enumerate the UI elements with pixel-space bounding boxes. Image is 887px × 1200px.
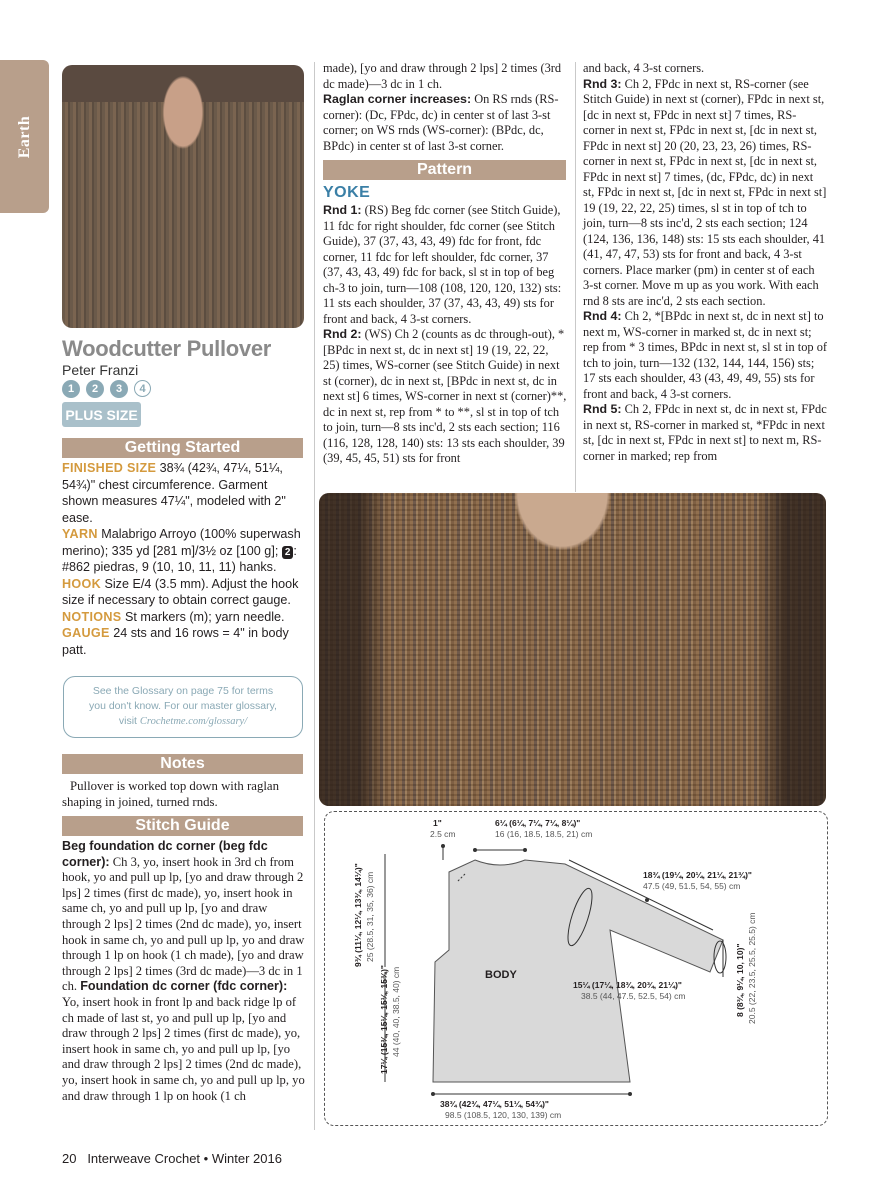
column-divider bbox=[314, 62, 315, 1130]
body-length-label: 17¼ (15¾, 15¼, 15¼, 15¾)" bbox=[379, 965, 389, 1074]
skill-levels bbox=[62, 380, 151, 398]
yoke-depth-label: 9¾ (11¼, 12¼, 13¾, 14¼)" bbox=[353, 863, 363, 967]
upper-arm-label: 15¼ (17¼, 18¾, 20¾, 21¼)" bbox=[573, 980, 682, 990]
skill-level-1: 1 bbox=[62, 380, 80, 398]
neck-width-cm: 16 (16, 18.5, 18.5, 21) cm bbox=[495, 829, 593, 839]
body-length-cm: 44 (40, 40, 38.5, 40) cm bbox=[391, 966, 401, 1057]
column-divider bbox=[575, 62, 576, 492]
notes-text: Pullover is worked top down with raglan shaping in joined, turned rnds. bbox=[62, 779, 279, 809]
cuff-label: 8 (8¾, 9¼, 10, 10)" bbox=[735, 943, 745, 1017]
skill-level-4: 4 bbox=[134, 380, 151, 397]
raglan-section: made), [yo and draw through 2 lps] 2 times (3rd dc made)—3 dc in 1 ch. Raglan corner increases: On RS rnds (RS-corner): (Dc, FPdc, dc) in center st of last 3-st corner; on WS rnds (WS-corner): (BPdc, dc, BPdc) in center st of last 3-st corner. bbox=[323, 61, 562, 153]
getting-started-heading: Getting Started bbox=[62, 438, 303, 458]
notes-heading: Notes bbox=[62, 754, 303, 774]
schematic-svg bbox=[325, 812, 829, 1127]
issue-name: Winter 2016 bbox=[211, 1151, 282, 1166]
pattern-title: Woodcutter Pullover bbox=[62, 336, 272, 361]
neck-drop-label: 1" bbox=[433, 818, 442, 828]
chest-cm: 98.5 (108.5, 120, 130, 139) cm bbox=[445, 1110, 562, 1120]
neck-width-label: 6¼ (6¼, 7¼, 7¼, 8¼)" bbox=[495, 818, 581, 828]
section-tab: Earth bbox=[0, 60, 49, 213]
sweater-detail-photo bbox=[319, 493, 826, 806]
cuff-cm: 20.5 (22, 23.5, 25.5, 25.5) cm bbox=[747, 912, 757, 1024]
getting-started-body: FINISHED SIZE 38¾ (42¾, 47¼, 51¼, 54¾)" chest circumference. Garment shown measures 47¼", modeled with 2" ease. YARN Malabrigo Arroyo (100% superwash merino); 335 yd [281 m]/3½ oz [100 g]; 2 : #862 piedras, 9 (10, 10, 11, 11) hanks. HOOK Size E/4 (3.5 mm). Adjust the hook size if necessary to obtain correct gauge. NOTIONS St markers (m); yarn needle. GAUGE 24 sts and 16 rows = 4" in body patt. bbox=[62, 461, 301, 657]
chest-label: 38¾ (42¾, 47¼, 51¼, 54¾)" bbox=[440, 1099, 549, 1109]
schematic-diagram bbox=[324, 811, 828, 1126]
sleeve-length-label: 18¾ (19¼, 20¼, 21¼, 21¾)" bbox=[643, 870, 752, 880]
size-tag: PLUS SIZE bbox=[62, 402, 141, 427]
yoke-heading: YOKE bbox=[323, 184, 371, 201]
skill-level-3: 3 bbox=[110, 380, 128, 398]
glossary-callout: See the Glossary on page 75 for terms you don't know. For our master glossary, visit Crochetme.com/glossary/ bbox=[63, 676, 303, 738]
yoke-depth-cm: 25 (28.5, 31, 35, 36) cm bbox=[365, 871, 375, 962]
model-photo bbox=[62, 65, 304, 328]
skill-level-2: 2 bbox=[86, 380, 104, 398]
yoke-instructions-cont: and back, 4 3-st corners. Rnd 3: Ch 2, FPdc in next st, RS-corner (see Stitch Guide) in next st (corner), FPdc in next st, [dc in next st, FPdc in next st] 7 times, RS-corner in next st, FPdc in next st, [dc in next st, FPdc in next st] 20 (20, 23, 23, 26) times, RS-corner in next st, FPdc in next st, [dc in next st, FPdc in next st] 7 times, (dc, FPdc, dc) in next st, FPdc in next st, [dc in next st, FPdc in next st] 19 (19, 22, 22, 25) times, sl st in top of tch to join, turn—8 sts inc'd, 2 sts each section; 124 (124, 136, 136, 148) sts: 15 sts each shoulder, 41 (41, 47, 47, 53) sts for front and back, 4 3-st corners. Place marker (pm) in center st of each 3-st corner. Move m up as you work. With each rnd 8 sts are inc'd, 2 sts each section. Rnd 4: Ch 2, *[BPdc in next st, dc in next st] to next m, WS-corner in marked st, dc in next st; rep from * 3 times, BPdc in next st, sl st in top of tch to join, turn—132 (132, 144, 144, 156) sts; 17 sts each shoulder, 43 (43, 49, 49, 55) sts for front and back, 4 3-st corners. Rnd 5: Ch 2, FPdc in next st, dc in next st, FPdc in next st, RS-corner in marked st, *FPdc in next st, [dc in next st, FPdc in next st] to next m, RS-corner in marked; rep from bbox=[583, 61, 828, 463]
designer-name: Peter Franzi bbox=[62, 362, 139, 378]
page-footer: 20 Interweave Crochet • Winter 2016 bbox=[62, 1151, 282, 1166]
sleeve-length-cm: 47.5 (49, 51.5, 54, 55) cm bbox=[643, 881, 741, 891]
glossary-link[interactable]: Crochetme.com/glossary/ bbox=[139, 716, 248, 727]
upper-arm-cm: 38.5 (44, 47.5, 52.5, 54) cm bbox=[581, 991, 686, 1001]
garment-outline bbox=[433, 860, 723, 1082]
body-label: BODY bbox=[485, 969, 517, 981]
stitch-guide-heading: Stitch Guide bbox=[62, 816, 303, 836]
yoke-instructions: Rnd 1: (RS) Beg fdc corner (see Stitch Guide), 11 fdc for right shoulder, fdc corner (see Stitch Guide), 37 (37, 43, 43, 49) fdc for front, fdc corner, 11 fdc for left shoulder, fdc corner, 37 (37, 43, 43, 49) fdc for back, sl st in top of beg ch-3 to join, turn—108 (108, 120, 120, 132) sts: 11 sts each shoulder, 37 (37, 43, 43, 49) sts for front and back, 4 3-st corners. Rnd 2: (WS) Ch 2 (counts as dc through-out), *[BPdc in next st, dc in next st] 19 (19, 22, 22, 25) times, WS-corner (see Stitch Guide) in next st (corner), dc in next st, [BPdc in next st, dc in next st] 6 times, WS-corner in next st (corner)**, dc in next st, rep from * to **, sl st in top of tch to join, turn—8 sts inc'd, 2 sts each section; 116 (116, 128, 128, 140) sts: 13 sts each shoulder, 39 (39, 45, 45, 51) sts for front bbox=[323, 203, 567, 465]
pattern-heading: Pattern bbox=[323, 160, 566, 180]
yarn-weight-icon: 2 bbox=[282, 546, 294, 559]
page-number: 20 bbox=[62, 1151, 77, 1166]
stitch-guide-body: Beg foundation dc corner (beg fdc corner): Ch 3, yo, insert hook in 3rd ch from hook, yo and pull up lp, [yo and draw through 2 lps] 2 times (first dc made), yo, insert hook in same ch, yo and pull up lp, [yo and draw through 2 lps] 2 times (2nd dc made), yo, insert hook in same ch, yo and pull up lp, yo and draw through 1 lp on hook (1 ch made), [yo and draw through 2 lps] 2 times (3rd dc made)—3 dc in 1 ch. Foundation dc corner (fdc corner): Yo, insert hook in front lp and back ridge lp of ch made of last st, yo and pull up lp, [yo and draw through 2 lps] 2 times (first dc made), yo, insert hook in same ch, yo and pull up lp, [yo and draw through 2 lps] 2 times (2nd dc made), yo, insert hook in same ch, yo and pull up lp, yo and draw through 1 lp on hook (1 ch bbox=[62, 839, 305, 1103]
publication-name: Interweave Crochet bbox=[87, 1151, 201, 1166]
neck-drop-cm: 2.5 cm bbox=[430, 829, 456, 839]
